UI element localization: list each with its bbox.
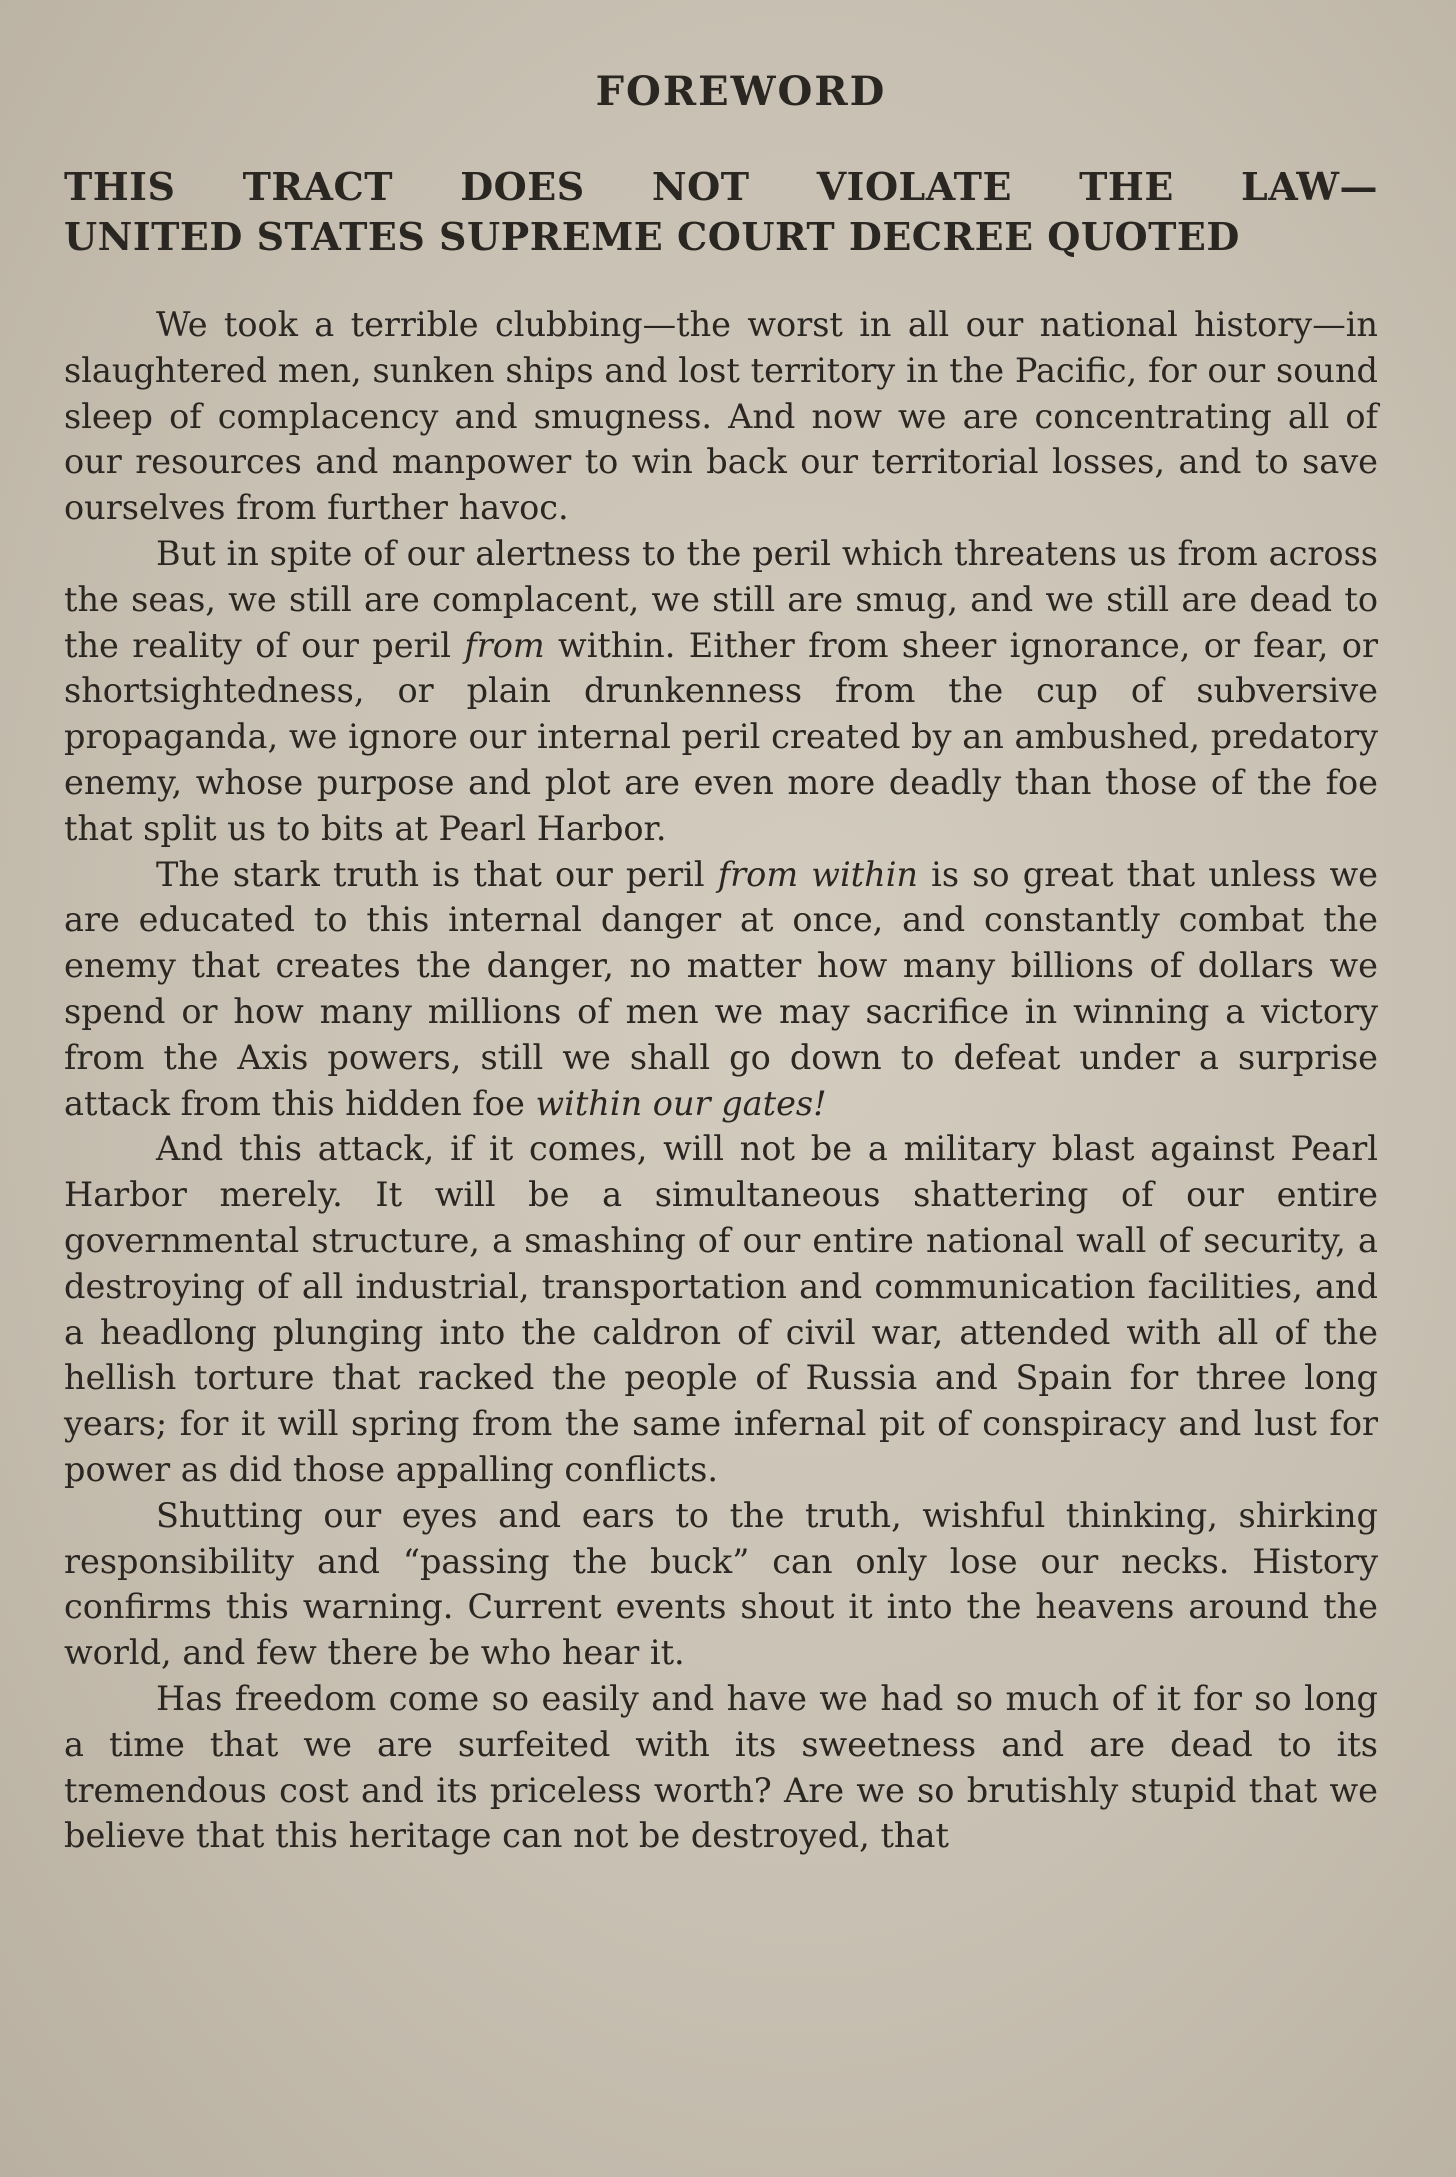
body-text <box>64 302 1378 1859</box>
page-title: FOREWORD <box>595 68 887 115</box>
headline-line-2: UNITED STATES SUPREME COURT DECREE QUOTED <box>64 214 1240 259</box>
paragraph-3 <box>64 852 1378 1127</box>
paragraph-4: And this attack, if it comes, will not be a military blast against Pearl Harbor merely. It will be a simultaneous shattering of our entire governmental structure, a smashing of our entire national wall of security, a destroying of all industrial, transportation and communication facilities, and a headlong plunging into the caldron of civil war, attended with all of the hellish torture that racked the people of Russia and Spain for three long years; for it will spring from the same infernal pit of conspiracy and lust for power as did those appalling conflicts. <box>64 1129 1378 1489</box>
paragraph-2-emphasis: from <box>464 625 545 665</box>
paragraph-2-text-a: But in spite of our alertness to the peril which threatens us from across the seas, we still are complacent, we still are smug, and we still are dead to the reality of our peril <box>64 533 1378 665</box>
paragraph-3-text-b: is so great that unless we are educated to this internal danger at once, and constantly combat the enemy that creates the danger, no matter how many billions of dollars we spend or how many millions of men we may sacrifice in winning a victory from the Axis powers, still we shall go down to defeat under a surprise attack from this hidden foe <box>64 854 1379 1123</box>
headline-line-1: THIS TRACT DOES NOT VIOLATE THE LAW— <box>64 164 1378 209</box>
paragraph-3-text-a: The stark truth is that our peril <box>156 854 718 894</box>
paragraph-3-emphasis-1: from within <box>717 854 918 894</box>
paragraph-6: Has freedom come so easily and have we had so much of it for so long a time that we are surfeited with its sweetness and are dead to its tremendous cost and its priceless worth? Are we so brutishly stupid that we believe that this heritage can not be destroyed, that <box>64 1678 1378 1856</box>
paragraph-1: We took a terrible clubbing—the worst in all our national history—in slaughtered men, sunken ships and lost territory in the Pacific, for our sound sleep of complacency and smugness. And now we are concentrating all of our resources and manpower to win back our territorial losses, and to save ourselves from further havoc. <box>64 305 1378 528</box>
paragraph-2-text-b: within. Either from sheer ignorance, or fear, or shortsightedness, or plain drunkenness from the cup of subversive propaganda, we ignore our internal peril created by an ambushed, predatory enemy, whose purpose and plot are even more deadly than those of the foe that split us to bits at Pearl Harbor. <box>64 625 1378 848</box>
paragraph-5: Shutting our eyes and ears to the truth, wishful thinking, shirking responsibility and “passing the buck” can only lose our necks. History confirms this warning. Current events shout it into the heavens around the world, and few there be who hear it. <box>64 1495 1378 1673</box>
paragraph-2 <box>64 531 1378 852</box>
paragraph-3-emphasis-2: within our gates! <box>535 1083 827 1123</box>
headline <box>64 162 1378 262</box>
